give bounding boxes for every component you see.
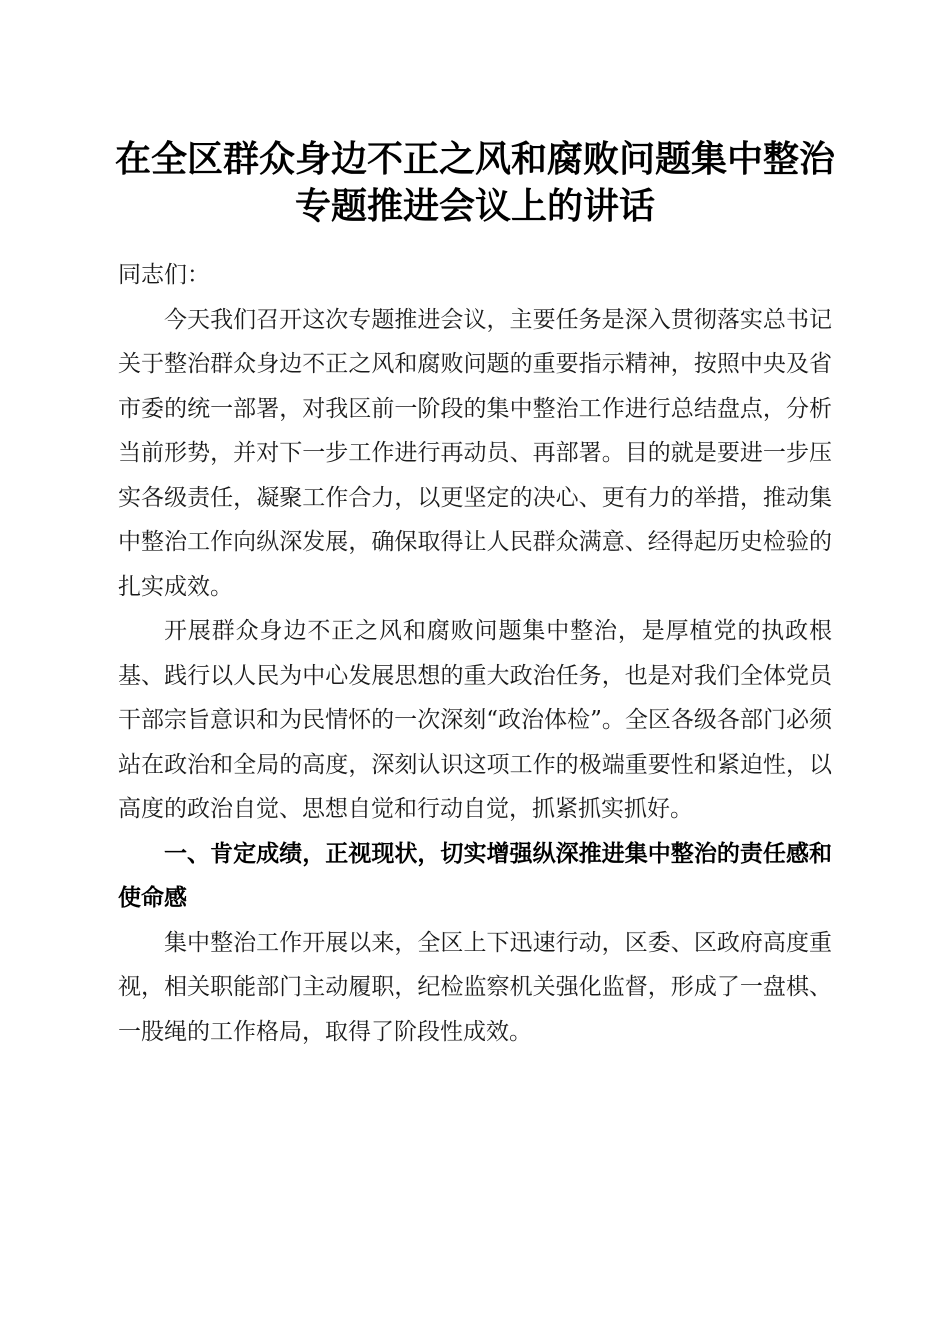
paragraph-1: 今天我们召开这次专题推进会议，主要任务是深入贯彻落实总书记关于整治群众身边不正之风和腐败问题的重要指示精神，按照中央及省市委的统一部署，对我区前一阶段的集中整治工作进行总结盘点，分析当前形势，并对下一步工作进行再动员、再部署。目的就是要进一步压实各级责任，凝聚工作合力，以更坚定的决心、更有力的举措，推动集中整治工作向纵深发展，确保取得让人民群众满意、经得起历史检验的扎实成效。: [118, 306, 832, 600]
paragraph-2: 开展群众身边不正之风和腐败问题集中整治，是厚植党的执政根基、践行以人民为中心发展思想的重大政治任务，也是对我们全体党员干部宗旨意识和为民情怀的一次深刻“政治体检”。全区各级各部门必须站在政治和全局的高度，深刻认识这项工作的极端重要性和紧迫性，以高度的政治自觉、思想自觉和行动自觉，抓紧抓实抓好。: [118, 618, 832, 822]
title-line-2: 专题推进会议上的讲话: [294, 185, 655, 227]
section-heading-1: 一、肯定成绩，正视现状，切实增强纵深推进集中整治的责任感和使命感: [118, 840, 832, 911]
salutation: 同志们：: [118, 262, 210, 288]
title-line-1: 在全区群众身边不正之风和腐败问题集中整治: [114, 138, 835, 180]
paragraph-3: 集中整治工作开展以来，全区上下迅速行动，区委、区政府高度重视，相关职能部门主动履职，纪检监察机关强化监督，形成了一盘棋、一股绳的工作格局，取得了阶段性成效。: [118, 929, 832, 1045]
document-title: [100, 136, 850, 230]
document-body: [118, 253, 832, 1054]
